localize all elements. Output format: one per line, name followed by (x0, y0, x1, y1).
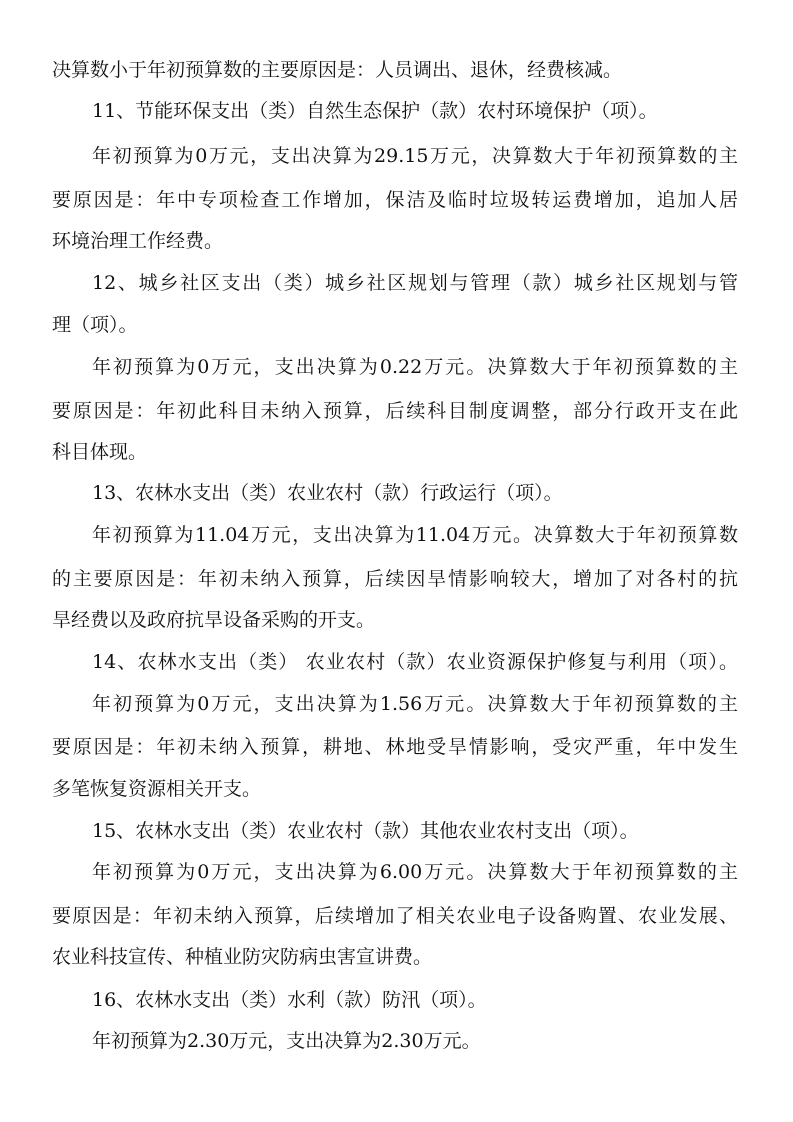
paragraph-line: 年初预算为2.30万元，支出决算为2.30万元。 (92, 1030, 481, 1052)
paragraph-line: 多笔恢复资源相关开支。 (52, 778, 262, 800)
paragraph-line: 年初预算为0万元，支出决算为29.15万元，决算数大于年初预算数的主 (92, 145, 738, 167)
paragraph-line: 环境治理工作经费。 (52, 230, 224, 252)
paragraph-line: 要原因是：年初未纳入预算，后续增加了相关农业电子设备购置、农业发展、 (52, 905, 738, 927)
paragraph-line: 要原因是：年中专项检查工作增加，保洁及临时垃圾转运费增加，追加人居 (52, 189, 738, 211)
section-heading-11: 11、节能环保支出（类）自然生态保护（款）农村环境保护（项）。 (92, 100, 658, 122)
paragraph-line: 年初预算为11.04万元，支出决算为11.04万元。决算数大于年初预算数 (92, 524, 738, 546)
paragraph-line: 要原因是：年初未纳入预算，耕地、林地受旱情影响，受灾严重，年中发生 (52, 736, 738, 758)
section-heading-16: 16、农林水支出（类）水利（款）防汛（项）。 (92, 989, 487, 1011)
paragraph-line: 年初预算为0万元，支出决算为1.56万元。决算数大于年初预算数的主 (92, 693, 738, 715)
paragraph-line: 科目体现。 (52, 441, 148, 463)
paragraph-line: 要原因是：年初此科目未纳入预算，后续科目制度调整，部分行政开支在此 (52, 400, 738, 422)
paragraph-line: 决算数小于年初预算数的主要原因是：人员调出、退休，经费核减。 (52, 59, 623, 81)
section-heading-12: 12、城乡社区支出（类）城乡社区规划与管理（款）城乡社区规划与管 (92, 272, 738, 294)
paragraph-line: 的主要原因是：年初未纳入预算，后续因旱情影响较大，增加了对各村的抗 (52, 568, 738, 590)
section-heading-13: 13、农林水支出（类）农业农村（款）行政运行（项）。 (92, 482, 563, 504)
section-heading-15: 15、农林水支出（类）农业农村（款）其他农业农村支出（项）。 (92, 820, 639, 842)
section-heading-14: 14、农林水支出（类） 农业农村（款）农业资源保护修复与利用（项）。 (92, 651, 738, 673)
section-heading-12: 理（项）。 (52, 314, 138, 336)
paragraph-line: 年初预算为0万元，支出决算为6.00万元。决算数大于年初预算数的主 (92, 861, 738, 883)
paragraph-line: 年初预算为0万元，支出决算为0.22万元。决算数大于年初预算数的主 (92, 356, 738, 378)
paragraph-line: 旱经费以及政府抗旱设备采购的开支。 (52, 609, 376, 631)
paragraph-line: 农业科技宣传、种植业防灾防病虫害宣讲费。 (52, 946, 433, 968)
